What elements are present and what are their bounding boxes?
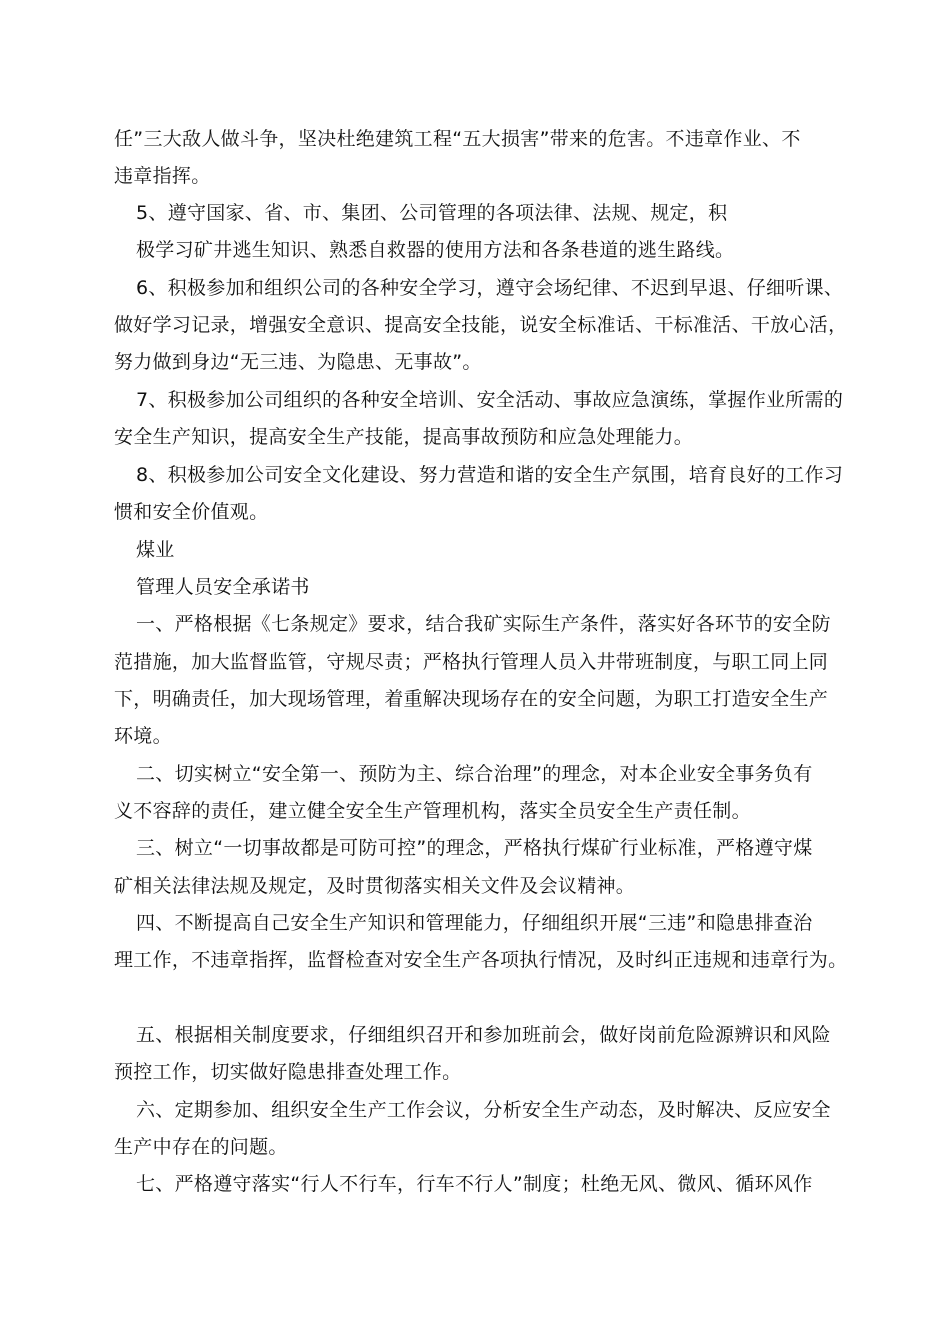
text-line: 违章指挥。 — [114, 165, 211, 187]
text-line: 安全生产知识，提高安全生产技能，提高事故预防和应急处理能力。 — [114, 426, 694, 448]
text-line: 努力做到身边“无三违、为隐患、无事故”。 — [114, 351, 482, 373]
text-line: 四、不断提高自己安全生产知识和管理能力，仔细组织开展“三违”和隐患排查治 — [136, 912, 813, 934]
section-label: 煤业 — [136, 539, 175, 561]
text-line: 三、树立“一切事故都是可防可控”的理念，严格执行煤矿行业标准，严格遵守煤 — [136, 837, 813, 859]
text-line: 生产中存在的问题。 — [114, 1136, 288, 1158]
text-line: 惯和安全价值观。 — [114, 501, 269, 523]
text-line: 七、严格遵守落实“行人不行车，行车不行人”制度；杜绝无风、微风、循环风作 — [136, 1173, 813, 1195]
text-line: 下，明确责任，加大现场管理，着重解决现场存在的安全问题，为职工打造安全生产 — [114, 688, 829, 710]
text-line: 环境。 — [114, 725, 172, 747]
text-line: 5、遵守国家、省、市、集团、公司管理的各项法律、法规、规定，积 — [136, 202, 728, 224]
text-line: 7、积极参加公司组织的各种安全培训、安全活动、事故应急演练，掌握作业所需的 — [136, 389, 844, 411]
text-line: 做好学习记录，增强安全意识、提高安全技能，说安全标准话、干标准活、干放心活， — [114, 314, 848, 336]
text-line: 六、定期参加、组织安全生产工作会议，分析安全生产动态，及时解决、反应安全 — [136, 1099, 831, 1121]
text-line: 极学习矿井逃生知识、熟悉自救器的使用方法和各条巷道的逃生路线。 — [136, 239, 735, 261]
text-line: 任”三大敌人做斗争，坚决杜绝建筑工程“五大损害”带来的危害。不违章作业、不 — [114, 128, 801, 150]
text-line: 矿相关法律法规及规定，及时贯彻落实相关文件及会议精神。 — [114, 875, 636, 897]
text-line: 范措施，加大监督监管，守规尽责；严格执行管理人员入井带班制度，与职工同上同 — [114, 651, 829, 673]
text-line: 预控工作，切实做好隐患排查处理工作。 — [114, 1061, 462, 1083]
text-line: 理工作，不违章指挥，监督检查对安全生产各项执行情况，及时纠正违规和违章行为。 — [114, 949, 848, 971]
section-heading: 管理人员安全承诺书 — [136, 576, 310, 598]
text-line: 8、积极参加公司安全文化建设、努力营造和谐的安全生产氛围，培育良好的工作习 — [136, 464, 844, 486]
text-line: 二、切实树立“安全第一、预防为主、综合治理”的理念，对本企业安全事务负有 — [136, 763, 813, 785]
text-line: 五、根据相关制度要求，仔细组织召开和参加班前会，做好岗前危险源辨识和风险 — [136, 1024, 831, 1046]
text-line: 6、积极参加和组织公司的各种安全学习，遵守会场纪律、不迟到早退、仔细听课、 — [136, 277, 844, 299]
text-line: 义不容辞的责任，建立健全安全生产管理机构，落实全员安全生产责任制。 — [114, 800, 751, 822]
text-line: 一、严格根据《七条规定》要求，结合我矿实际生产条件，落实好各环节的安全防 — [136, 613, 831, 635]
